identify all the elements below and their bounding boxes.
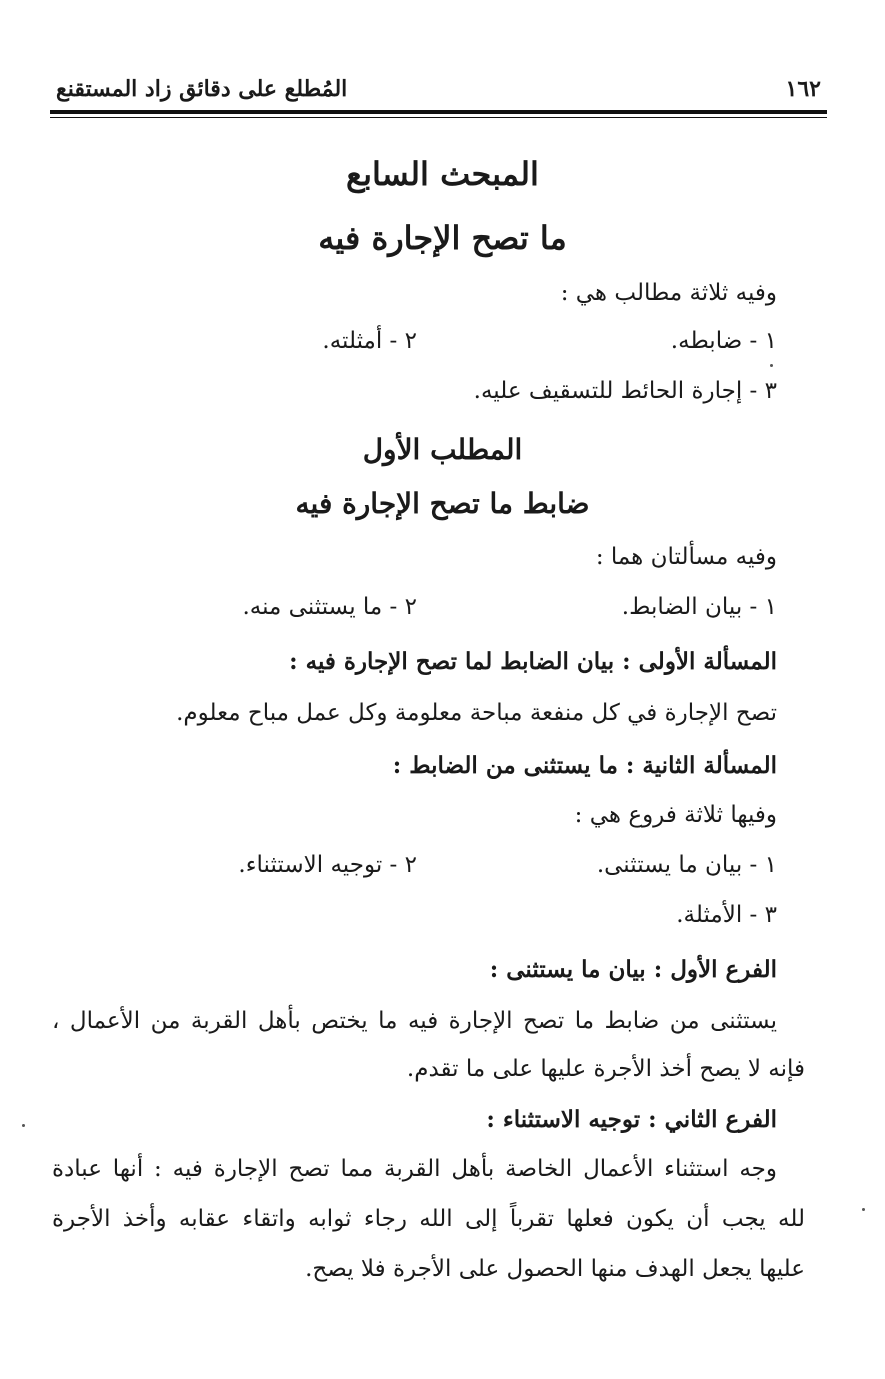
chapter-item-2: ٢ - ما يستثنى منه. [242, 594, 417, 620]
chapter-intro: وفيه مسألتان هما : [595, 544, 777, 570]
section-item-1: ١ - ضابطه. [670, 328, 777, 354]
scan-speck [770, 364, 773, 367]
chapter-item-1: ١ - بيان الضابط. [621, 594, 777, 620]
issue1-heading: المسألة الأولى : بيان الضابط لما تصح الإجارة فيه : [289, 648, 777, 675]
branch2-line-1: وجه استثناء الأعمال الخاصة بأهل القربة مما تصح الإجارة فيه : أنها عبادة [52, 1156, 777, 1182]
branch1-heading: الفرع الأول : بيان ما يستثنى : [489, 956, 777, 983]
page-number: ١٦٢ [785, 76, 821, 102]
header-rule-thick [50, 110, 827, 114]
issue2-item-2: ٢ - توجيه الاستثناء. [238, 852, 417, 878]
section-subtitle: ما تصح الإجارة فيه [318, 219, 567, 257]
branch1-line-1: يستثنى من ضابط ما تصح الإجارة فيه ما يختص بأهل القربة من الأعمال ، [52, 1008, 777, 1034]
issue2-item-1: ١ - بيان ما يستثنى. [596, 852, 777, 878]
running-header [50, 66, 827, 106]
branch2-line-2: لله يجب أن يكون فعلها تقرباً إلى الله رجاء ثوابه واتقاء عقابه وأخذ الأجرة [52, 1206, 805, 1232]
scan-speck [862, 1208, 865, 1211]
branch1-line-2: فإنه لا يصح أخذ الأجرة عليها على ما تقدم. [406, 1056, 805, 1082]
chapter-title: المطلب الأول [362, 433, 523, 466]
chapter-subtitle: ضابط ما تصح الإجارة فيه [295, 487, 590, 520]
branch2-heading: الفرع الثاني : توجيه الاستثناء : [486, 1106, 777, 1133]
issue2-heading: المسألة الثانية : ما يستثنى من الضابط : [392, 752, 777, 779]
book-title: المُطلع على دقائق زاد المستقنع [56, 76, 348, 102]
section-item-3: ٣ - إجارة الحائط للتسقيف عليه. [473, 378, 777, 404]
section-title: المبحث السابع [346, 155, 539, 193]
branch2-line-3: عليها يجعل الهدف منها الحصول على الأجرة فلا يصح. [305, 1256, 805, 1282]
issue2-intro: وفيها ثلاثة فروع هي : [574, 802, 777, 828]
scan-speck [22, 1124, 25, 1127]
header-rule-thin [50, 117, 827, 118]
issue1-text: تصح الإجارة في كل منفعة مباحة معلومة وكل عمل مباح معلوم. [176, 700, 777, 726]
section-item-2: ٢ - أمثلته. [322, 328, 417, 354]
section-intro: وفيه ثلاثة مطالب هي : [560, 280, 777, 306]
issue2-item-3: ٣ - الأمثلة. [676, 902, 777, 928]
